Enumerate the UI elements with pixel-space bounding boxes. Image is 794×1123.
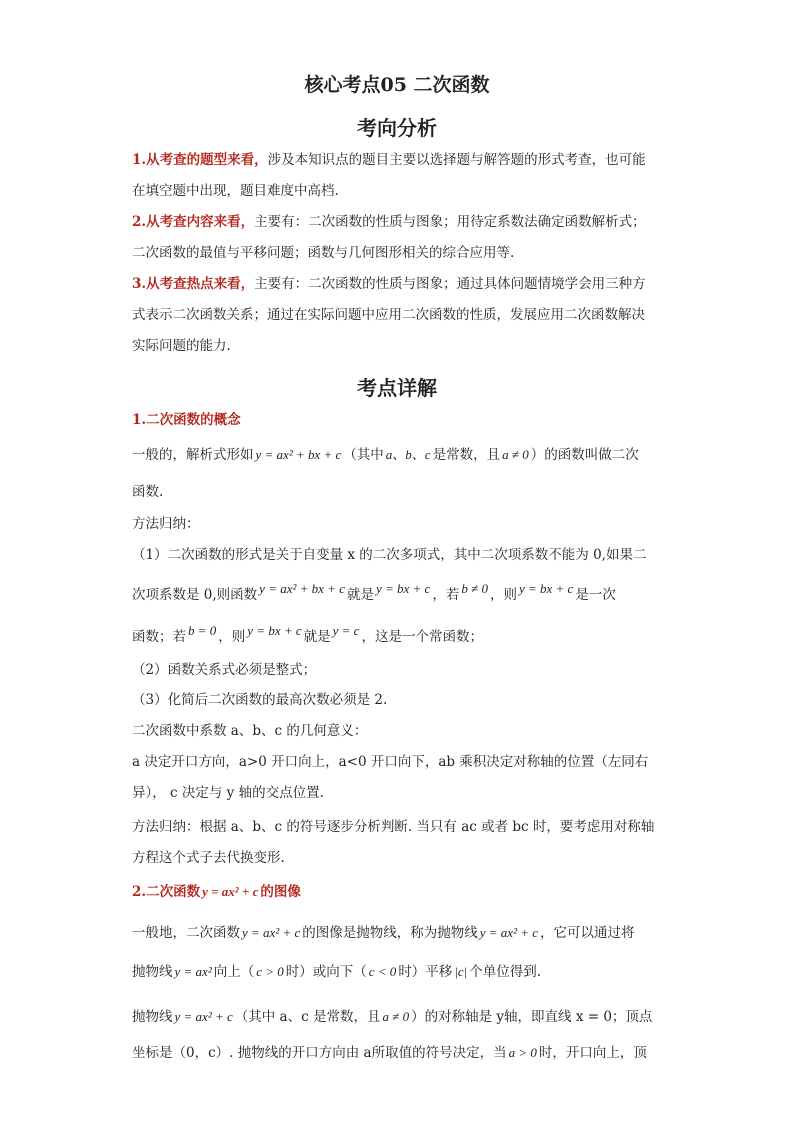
definition-text-e: 函数. <box>132 484 164 500</box>
geo-text-a: a 决定开口方向，a>0 开口向上，a<0 开口向下，ab 乘积决定对称轴的位置（左同右 <box>132 754 649 770</box>
analysis-text-3: 主要有：二次函数的性质与图象；通过具体问题情境学会用三种方 <box>254 276 646 292</box>
method-item-1c <box>132 623 483 647</box>
s2p2-text-a: 抛物线 <box>132 964 173 980</box>
s2p2-text-d: 时）平移 <box>398 964 453 980</box>
s2p3-text-b: （其中 a、c 是常数，且 <box>234 1009 381 1025</box>
section-title-analysis: 考向分析 <box>357 116 437 140</box>
definition-text-b: （其中 <box>343 447 384 463</box>
m1-formula-1: y = ax² + bx + c <box>259 581 345 596</box>
definition-text-c: 是常数，且 <box>432 447 501 463</box>
s2p3-formula-2: a ≠ 0 <box>382 1009 410 1024</box>
section-title-details: 考点详解 <box>357 376 437 400</box>
m1-text-c: 就是 <box>346 587 374 603</box>
section1-heading: 1.二次函数的概念 <box>132 412 241 428</box>
section2-para-2 <box>132 962 541 982</box>
s2p4-text-a: 坐标是（0，c）. 抛物线的开口方向由 a所取值的符号决定，当 <box>132 1045 507 1061</box>
m1-text-e: ，则 <box>489 587 517 603</box>
s2p2-text-c: 时）或向下（ <box>285 964 367 980</box>
geo-text-d: 方程这个式子去代换变形. <box>132 850 285 866</box>
m1-text-k: ，这是一个常函数； <box>361 629 483 645</box>
m1-formula-3: b ≠ 0 <box>461 581 488 596</box>
s2p3-text-a: 抛物线 <box>132 1009 173 1025</box>
m1-formula-7: y = c <box>332 623 360 638</box>
analysis-text-1: 涉及本知识点的题目主要以选择题与解答题的形式考查，也可能 <box>267 152 646 168</box>
s2p1-text-a: 一般地，二次函数 <box>132 925 240 941</box>
definition-text-a: 一般的，解析式形如 <box>132 447 254 463</box>
method-item-1b <box>132 581 616 605</box>
section2-para-3 <box>132 1007 652 1027</box>
analysis-label-2: 2.从考查内容来看， <box>132 214 255 230</box>
geo-text-c: 方法归纳：根据 a、b、c 的符号逐步分析判断. 当只有 ac 或者 bc 时，要考虑用对称轴 <box>132 819 655 835</box>
definition-line <box>132 445 639 465</box>
s2p1-text-c: ，它可以通过将 <box>540 925 635 941</box>
s2p2-text-b: 向上（ <box>213 964 255 980</box>
method-title-1: 方法归纳： <box>132 516 200 532</box>
section2-heading <box>132 882 301 902</box>
m1-text-d: ，若 <box>432 587 460 603</box>
m1-text-b: 次项系数是 0,则函数 <box>132 587 258 603</box>
method-item-3: （3）化简后二次函数的最高次数必须是 2. <box>132 692 388 708</box>
analysis-paragraph-2 <box>132 212 646 232</box>
section2-heading-formula: y = ax² + c <box>202 884 259 899</box>
definition-vars: a、b、c <box>385 447 431 462</box>
analysis-paragraph-1 <box>132 150 646 170</box>
analysis-text-1b: 在填空题中出现，题目难度中高档. <box>132 183 339 199</box>
analysis-text-3b: 式表示二次函数关系；通过在实际问题中应用二次函数的性质，发展应用二次函数解决 <box>132 307 645 323</box>
m1-text-h: 函数；若 <box>132 629 186 645</box>
s2p4-text-b: 时，开口向上，顶 <box>538 1045 647 1061</box>
s2p2-formula-4: |c| <box>454 964 468 979</box>
page-title: 核心考点05 二次函数 <box>304 74 490 96</box>
s2p2-formula-3: c < 0 <box>368 964 397 979</box>
m1-formula-4: y = bx + c <box>518 581 574 596</box>
definition-formula: y = ax² + bx + c <box>255 447 342 462</box>
s2p2-formula-2: c > 0 <box>256 964 284 979</box>
geo-text-b: 异）， c 决定与 y 轴的交点位置. <box>132 785 324 801</box>
analysis-text-2b: 二次函数的最值与平移问题；函数与几何图形相关的综合应用等. <box>132 245 515 261</box>
definition-text-d: ）的函数叫做二次 <box>530 447 639 463</box>
m1-text-j: 就是 <box>303 629 331 645</box>
method-item-2: （2）函数关系式必须是整式； <box>132 662 317 678</box>
m1-text-g: 是一次 <box>575 587 616 603</box>
section2-heading-b: 的图像 <box>260 884 301 900</box>
s2p3-text-c: ）的对称轴是 y轴，即直线 x = 0；顶点 <box>411 1009 653 1025</box>
analysis-text-2: 主要有：二次函数的性质与图象；用待定系数法确定函数解析式； <box>254 214 646 230</box>
analysis-label-3: 3.从考查热点来看， <box>132 276 255 292</box>
s2p1-text-b: 的图像是抛物线，称为抛物线 <box>302 925 478 941</box>
section2-para-1 <box>132 923 635 943</box>
s2p1-formula-1: y = ax² + c <box>242 925 301 940</box>
analysis-paragraph-3 <box>132 274 646 294</box>
m1-formula-5: b = 0 <box>188 623 217 638</box>
section2-heading-a: 2.二次函数 <box>132 884 201 900</box>
s2p4-formula-1: a > 0 <box>508 1045 537 1060</box>
definition-condition: a ≠ 0 <box>502 447 529 462</box>
m1-text-i: ，则 <box>218 629 246 645</box>
analysis-label-1: 1.从考查的题型来看， <box>132 152 268 168</box>
m1-formula-2: y = bx + c <box>375 581 431 596</box>
s2p2-text-e: 个单位得到. <box>469 964 542 980</box>
section2-para-4 <box>132 1043 647 1063</box>
s2p3-formula-1: y = ax² + c <box>174 1009 233 1024</box>
s2p1-formula-2: y = ax² + c <box>479 925 539 940</box>
method-item-1a: （1）二次函数的形式是关于自变量 x 的二次多项式，其中二次项系数不能为 0,如果二 <box>132 547 647 563</box>
m1-formula-6: y = bx + c <box>247 623 302 638</box>
s2p2-formula-1: y = ax² <box>174 964 212 979</box>
analysis-text-3c: 实际问题的能力. <box>132 338 231 354</box>
geo-title: 二次函数中系数 a、b、c 的几何意义： <box>132 723 368 739</box>
